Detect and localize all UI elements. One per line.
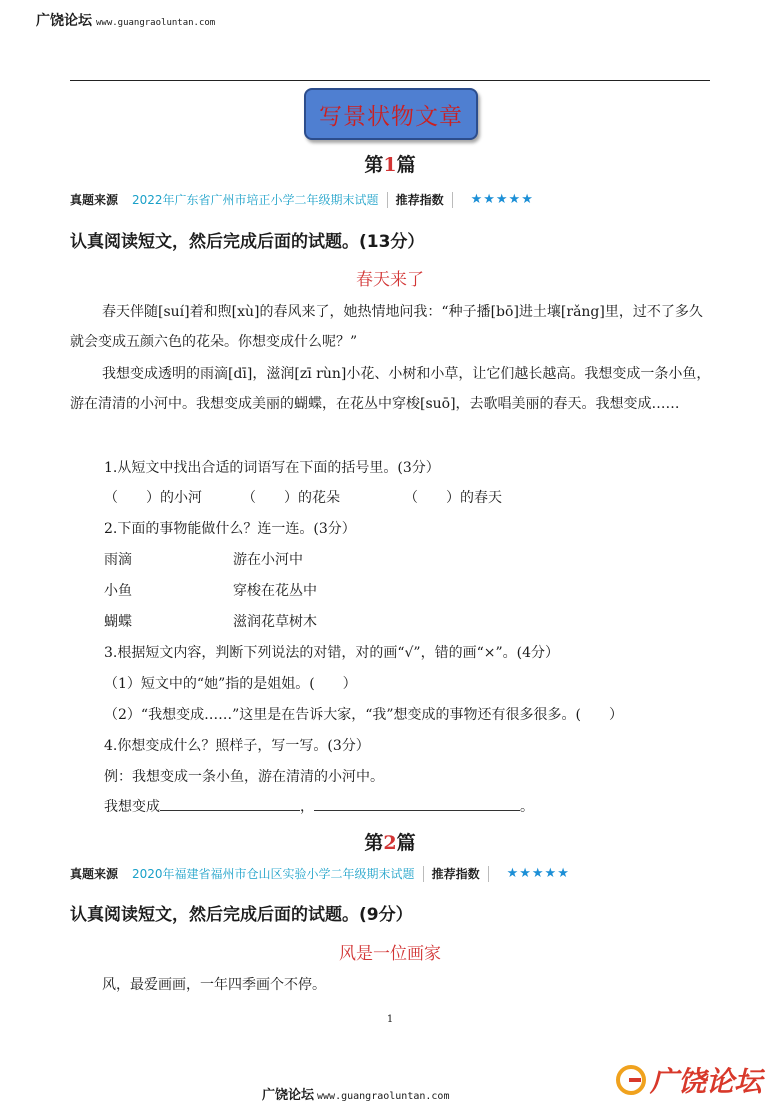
piece-1-paragraph-2: 我想变成透明的雨滴[dī]，滋润[zī rùn]小花、小树和小草，让它们越长越高。我想变成一条小鱼，游在清清的小河中。我想变成美丽的蝴蝶，在花丛中穿梭[suō]，去歌唱美丽的春天。我想变成…… (70, 366, 711, 412)
divider (423, 866, 424, 882)
logo-text: 广饶论坛 (650, 1065, 763, 1098)
footer-site-url[interactable]: www.guangraoluntan.com (317, 1091, 450, 1102)
piece-number: 1 (383, 154, 397, 176)
divider (488, 866, 489, 882)
page-number: 1 (386, 1014, 394, 1025)
q2-right-item: 游在小河中 (233, 552, 303, 568)
divider (387, 192, 388, 208)
piece-2-story-title: 风是一位画家 (339, 944, 441, 964)
q2-right-item: 穿梭在花丛中 (233, 583, 317, 599)
q3-item-1: （1）短文中的“她”指的是姐姐。( ） (104, 676, 357, 692)
piece-1-heading: 第1篇 (364, 154, 416, 176)
piece-1-source-line (70, 191, 534, 208)
star-rating: ★★★★★ (470, 192, 534, 207)
question-3: 3.根据短文内容，判断下列说法的对错，对的画“√”，错的画“×”。(4分） (104, 645, 560, 661)
header-divider (70, 80, 710, 81)
piece-2-instruction: 认真阅读短文，然后完成后面的试题。(9分） (70, 905, 413, 925)
piece-number: 2 (383, 832, 397, 854)
site-logo (616, 1060, 762, 1100)
question-2: 2.下面的事物能做什么？连一连。(3分） (104, 521, 356, 537)
q4-prompt: 我想变成 (104, 799, 160, 815)
q2-left-item: 雨滴 (104, 552, 132, 568)
q4-example: 例：我想变成一条小鱼，游在清清的小河中。 (104, 769, 384, 785)
doc-title: 写景状物文章 (319, 103, 463, 130)
q1-blank-3: （ ）的春天 (404, 490, 502, 506)
source-text: 2020年福建省福州市仓山区实验小学二年级期末试题 (132, 867, 415, 881)
rec-label: 推荐指数 (431, 867, 480, 881)
piece-1-instruction: 认真阅读短文，然后完成后面的试题。(13分） (70, 232, 425, 252)
site-name: 广饶论坛 (36, 13, 92, 29)
q1-blank-1: （ ）的小河 (104, 490, 202, 506)
q2-left-item: 小鱼 (104, 583, 132, 599)
question-1: 1.从短文中找出合适的词语写在下面的括号里。(3分） (104, 460, 440, 476)
piece-1-story-title: 春天来了 (356, 270, 424, 290)
q1-blank-2: （ ）的花朵 (242, 490, 340, 506)
q2-right-item: 滋润花草树木 (233, 614, 317, 630)
piece-1-paragraph-1: 春天伴随[suí]着和煦[xù]的春风来了，她热情地问我：“种子播[bō]进土壤[rǎng]里，过不了多久就会变成五颜六色的花朵。你想变成什么呢？” (70, 304, 703, 350)
q2-left-item: 蝴蝶 (104, 614, 132, 630)
question-4: 4.你想变成什么？照样子，写一写。(3分） (104, 738, 370, 754)
site-url[interactable]: www.guangraoluntan.com (96, 18, 216, 28)
source-text: 2022年广东省广州市培正小学二年级期末试题 (132, 193, 379, 207)
piece-2-paragraph-1: 风，最爱画画，一年四季画个不停。 (102, 977, 326, 993)
divider (452, 192, 453, 208)
q3-item-2: （2）“我想变成……”这里是在告诉大家，“我”想变成的事物还有很多很多。( ） (104, 707, 623, 723)
doc-title-box (304, 88, 478, 140)
source-label: 真题来源 (70, 867, 119, 881)
piece-2-source-line (70, 865, 570, 882)
site-footer (262, 1084, 449, 1103)
answer-blank-2[interactable] (314, 796, 520, 811)
site-header (36, 10, 215, 30)
rec-label: 推荐指数 (395, 193, 444, 207)
star-rating: ★★★★★ (506, 866, 570, 881)
source-label: 真题来源 (70, 193, 119, 207)
piece-2-heading: 第2篇 (364, 832, 416, 854)
footer-site-name: 广饶论坛 (262, 1088, 315, 1103)
logo-mark-icon (616, 1065, 646, 1095)
q4-answer-line: 我想变成 ， 。 (104, 796, 534, 816)
answer-blank-1[interactable] (160, 796, 300, 811)
